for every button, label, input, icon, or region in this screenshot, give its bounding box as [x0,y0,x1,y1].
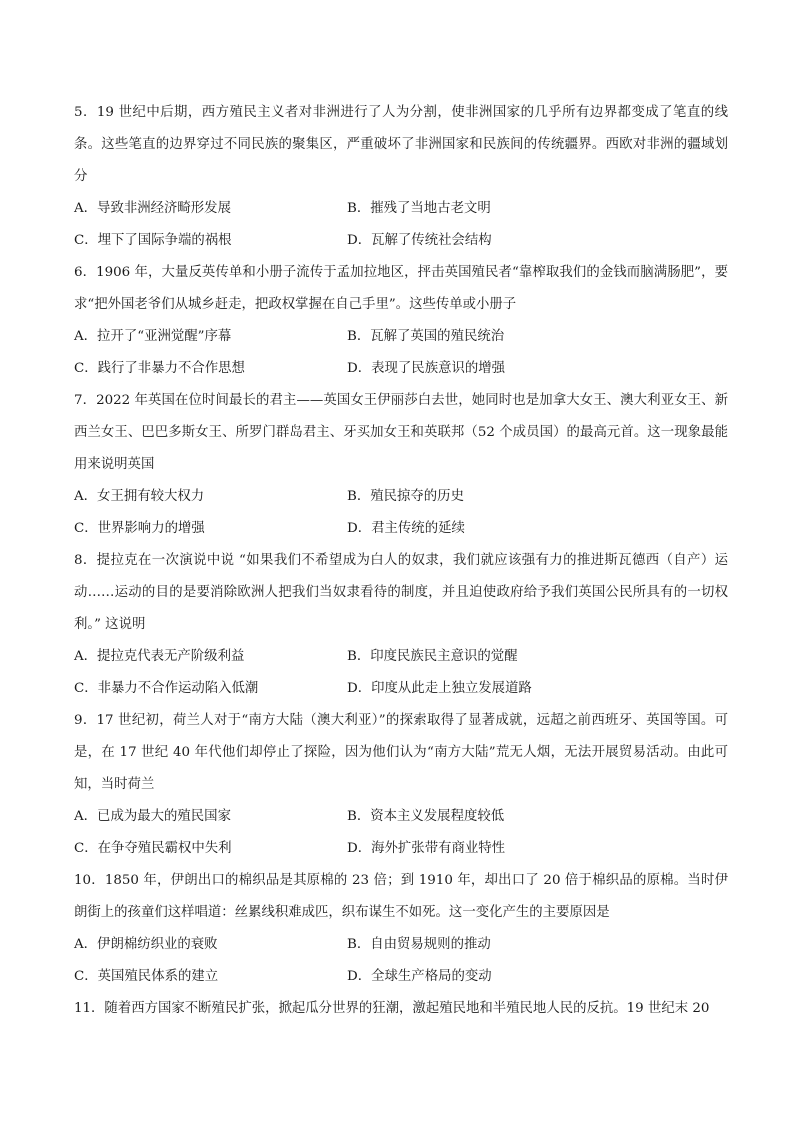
option-c: C．非暴力不合作运动陷入低潮 [74,681,259,696]
question-stem: 5．19 世纪中后期，西方殖民主义者对非洲进行了人为分割，使非洲国家的几乎所有边界都变成了笔直的线条。这些笔直的边界穿过不同民族的聚集区，严重破坏了非洲国家和民族间的传统疆界。西欧对非洲的疆域划分 [74,105,728,184]
option-b: B．瓦解了英国的殖民统治 [347,329,505,344]
option-c: C．在争夺殖民霸权中失利 [74,841,232,856]
option-b: B．印度民族民主意识的觉醒 [347,649,518,664]
options [74,641,728,705]
option-a: A．伊朗棉纺织业的衰败 [74,937,218,952]
options-row [74,353,728,385]
options-row [74,673,728,705]
options-row [74,513,728,545]
options [74,929,728,993]
question-stem: 11．随着西方国家不断殖民扩张，掀起瓜分世界的狂潮，激起殖民地和半殖民地人民的反抗。19 世纪末 20 [74,1001,710,1016]
questions-list [74,97,728,1025]
option-a: A．导致非洲经济畸形发展 [74,201,231,216]
options-row [74,961,728,993]
option-c: C．世界影响力的增强 [74,521,205,536]
options-row [74,801,728,833]
question-10 [74,865,728,993]
option-c: C．英国殖民体系的建立 [74,969,219,984]
question-7 [74,385,728,545]
options [74,193,728,257]
options-row [74,641,728,673]
option-b: B．殖民掠夺的历史 [347,489,464,504]
question-9 [74,705,728,865]
option-d: D．瓦解了传统社会结构 [347,233,492,248]
option-d: D．全球生产格局的变动 [347,969,492,984]
question-5 [74,97,728,257]
options [74,321,728,385]
option-d: D．印度从此走上独立发展道路 [347,681,532,696]
question-stem: 7．2022 年英国在位时间最长的君主——英国女王伊丽莎白去世，她同时也是加拿大女王、澳大利亚女王、新西兰女王、巴巴多斯女王、所罗门群岛君主、牙买加女王和英联邦（52 个成员国）的最高元首。这一现象最能用来说明英国 [74,393,728,472]
option-b: B．摧残了当地古老文明 [347,201,491,216]
options [74,481,728,545]
option-a: A．已成为最大的殖民国家 [74,809,231,824]
options-row [74,929,728,961]
option-b: B．自由贸易规则的推动 [347,937,491,952]
options-row [74,481,728,513]
options-row [74,193,728,225]
question-6 [74,257,728,385]
option-a: A．拉开了“亚洲觉醒”序幕 [74,329,232,344]
option-a: A．提拉克代表无产阶级利益 [74,649,245,664]
question-stem: 8．提拉克在一次演说中说 “如果我们不希望成为白人的奴隶，我们就应该强有力的推进斯瓦德西（自产）运动……运动的目的是要消除欧洲人把我们当奴隶看待的制度，并且迫使政府给予我们英国公民所具有的一切权利。” 这说明 [74,553,728,632]
option-c: C．埋下了国际争端的祸根 [74,233,232,248]
question-stem: 6．1906 年，大量反英传单和小册子流传于孟加拉地区，抨击英国殖民者“靠榨取我们的金钱而脑满肠肥”，要求“把外国老爷们从城乡赶走，把政权掌握在自己手里”。这些传单或小册子 [74,265,728,312]
question-8 [74,545,728,705]
question-stem: 10．1850 年，伊朗出口的棉织品是其原棉的 23 倍；到 1910 年，却出口了 20 倍于棉织品的原棉。当时伊朗街上的孩童们这样唱道：丝累线积难成匹，织布谋生不如死。这一变化产生的主要原因是 [74,873,728,920]
option-a: A．女王拥有较大权力 [74,489,205,504]
options-row [74,225,728,257]
option-d: D．君主传统的延续 [347,521,465,536]
option-c: C．践行了非暴力不合作思想 [74,361,245,376]
option-d: D．海外扩张带有商业特性 [347,841,506,856]
option-d: D．表现了民族意识的增强 [347,361,506,376]
option-b: B．资本主义发展程度较低 [347,809,505,824]
question-stem: 9．17 世纪初，荷兰人对于“南方大陆（澳大利亚）”的探索取得了显著成就，远超之前西班牙、英国等国。可是，在 17 世纪 40 年代他们却停止了探险，因为他们认为“南方大陆”荒无人烟，无法开展贸易活动。由此可知，当时荷兰 [74,713,728,792]
options [74,801,728,865]
options-row [74,321,728,353]
options-row [74,833,728,865]
question-11 [74,993,728,1025]
